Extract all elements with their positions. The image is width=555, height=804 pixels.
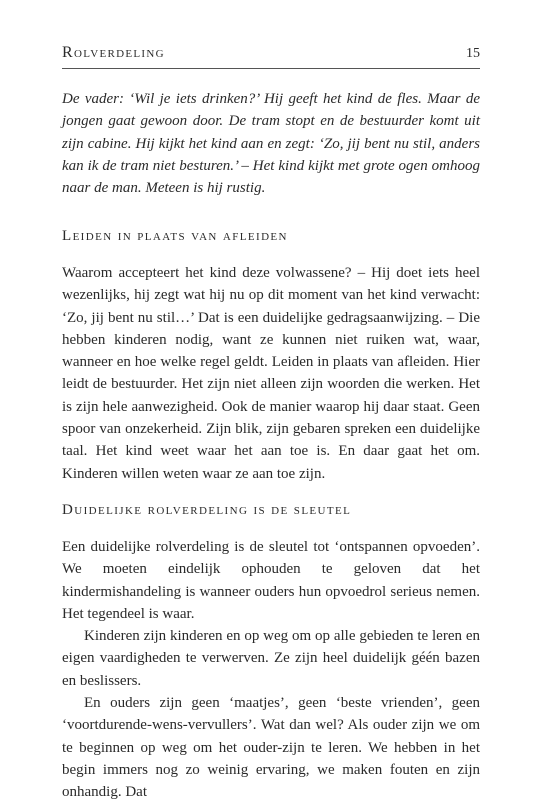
section2-paragraph-3: En ouders zijn geen ‘maatjes’, geen ‘beste vrienden’, geen ‘voortdurende-wens-vervullers’. Wat dan wel? Als ouder zijn we om te beginnen op weg om het ouder-zijn te leren. We hebben in het begin immers nog zo weinig ervaring, we maken fouten en zijn onhandig. Dat bbox=[62, 695, 480, 801]
page-header bbox=[62, 44, 480, 62]
page-number: 15 bbox=[466, 46, 480, 61]
section1-paragraph: Waarom accepteert het kind deze volwassene? – Hij doet iets heel wezenlijks, hij zegt wat hij nu op dit moment van het kind verwacht: ‘Zo, jij bent nu stil…’ Dat is een duidelijke gedragsaanwijzing. – Die hebben kinderen nodig, want ze kunnen niet ruiken wat, waar, wanneer en hoe welke regel geldt. Leiden in plaats van afleiden. Hier leidt de bestuurder. Het zijn niet alleen zijn woorden die werken. Het is zijn hele aanwezigheid. Ook de manier waarop hij daar staat. Geen spoor van onzekerheid. Zijn blik, zijn gebaren spreken een duidelijke taal. Het kind weet waar het aan toe is. En daar gaat het om. Kinderen willen weten waar ze aan toe zijn. bbox=[62, 265, 480, 482]
section-heading-rolverdeling: Duidelijke rolverdeling is de sleutel bbox=[62, 502, 352, 518]
section2-body bbox=[62, 536, 480, 804]
intro-text: De vader: ‘Wil je iets drinken?’ Hij geeft het kind de fles. Maar de jongen gaat gewoon door. De tram stopt en de bestuurder komt uit zijn cabine. Hij kijkt het kind aan en zegt: ‘Zo, jij bent nu stil, anders kan ik de tram niet besturen.’ – Het kind kijkt met grote ogen omhoog naar de man. Meteen is hij rustig. bbox=[62, 91, 480, 197]
section2-paragraph-2: Kinderen zijn kinderen en op weg om op alle gebieden te leren en eigen vaardigheden te verwerven. Ze zijn heel duidelijk géén bazen en beslissers. bbox=[62, 628, 480, 689]
running-head: Rolverdeling bbox=[62, 44, 165, 61]
section-heading-leiden: Leiden in plaats van afleiden bbox=[62, 228, 288, 244]
intro-paragraph bbox=[62, 88, 480, 199]
section1-body bbox=[62, 262, 480, 485]
section2-paragraph-1: Een duidelijke rolverdeling is de sleutel tot ‘ontspannen opvoeden’. We moeten eindelijk ophouden te geloven dat het kindermishandeling is wanneer ouders hun opvoedrol serieus nemen. Het tegendeel is waar. bbox=[62, 539, 480, 622]
header-rule bbox=[62, 68, 480, 69]
